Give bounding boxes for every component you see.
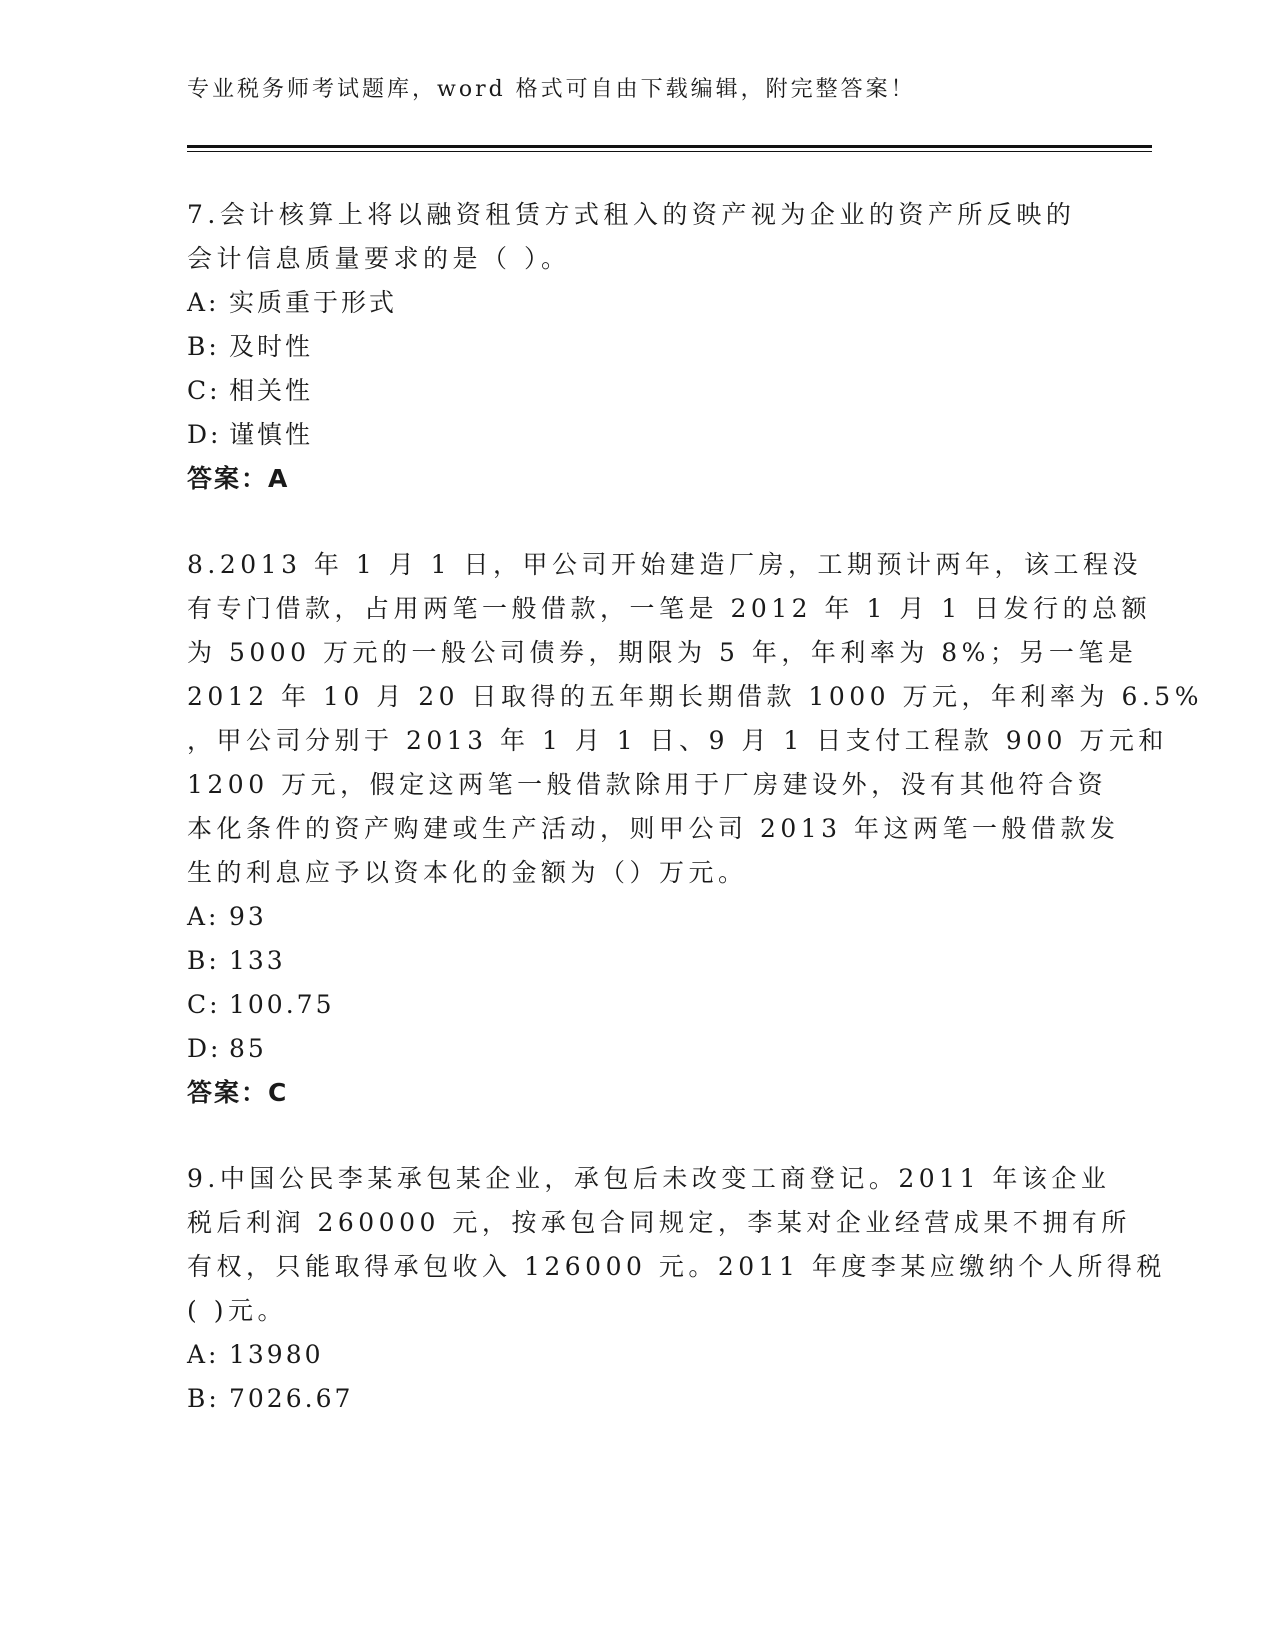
header-rule-thin [187, 151, 1152, 152]
question-8-answer: 答案：C [187, 1078, 289, 1107]
option-text: 谨慎性 [229, 420, 314, 449]
question-7-line-2: 会计信息质量要求的是（ ）。 [187, 244, 571, 273]
question-9-line-1: 9.中国公民李某承包某企业，承包后未改变工商登记。2011 年该企业 [187, 1164, 1111, 1193]
question-9-line-2: 税后利润 260000 元，按承包合同规定，李某对企业经营成果不拥有所 [187, 1208, 1131, 1237]
question-8-line-2: 有专门借款，占用两笔一般借款，一笔是 2012 年 1 月 1 日发行的总额 [187, 594, 1152, 623]
question-8-line-6: 1200 万元，假定这两笔一般借款除用于厂房建设外，没有其他符合资 [187, 770, 1108, 799]
question-9-option-a [187, 1335, 324, 1375]
question-7-option-a [187, 283, 397, 323]
option-letter: C: [187, 376, 221, 405]
option-text: 100.75 [229, 990, 335, 1019]
option-text: 7026.67 [229, 1384, 354, 1413]
question-7-answer: 答案：A [187, 464, 290, 493]
question-9-option-b [187, 1379, 353, 1419]
option-text: 相关性 [229, 376, 314, 405]
question-8-line-7: 本化条件的资产购建或生产活动，则甲公司 2013 年这两笔一般借款发 [187, 814, 1120, 843]
question-7-option-c [187, 371, 313, 411]
option-letter: D: [187, 1034, 222, 1063]
question-7-option-d [187, 415, 313, 455]
question-8-line-1: 8.2013 年 1 月 1 日，甲公司开始建造厂房，工期预计两年，该工程没 [187, 550, 1143, 579]
question-9-line-3: 有权，只能取得承包收入 126000 元。2011 年度李某应缴纳个人所得税 [187, 1252, 1166, 1281]
option-letter: C: [187, 990, 221, 1019]
question-8-line-4: 2012 年 10 月 20 日取得的五年期长期借款 1000 万元，年利率为 6.5% [187, 682, 1203, 711]
question-7-line-1: 7.会计核算上将以融资租赁方式租入的资产视为企业的资产所反映的 [187, 200, 1076, 229]
option-text: 133 [229, 946, 286, 975]
option-text: 实质重于形式 [229, 288, 398, 317]
question-8-line-5: ，甲公司分别于 2013 年 1 月 1 日、9 月 1 日支付工程款 900 万元和 [187, 726, 1168, 755]
option-letter: A: [187, 1340, 220, 1369]
question-7-option-b [187, 327, 313, 367]
question-8-option-d [187, 1029, 267, 1069]
question-8-option-a [187, 897, 267, 937]
question-8-option-b [187, 941, 286, 981]
option-letter: A: [187, 902, 220, 931]
option-letter: B: [187, 946, 220, 975]
question-8-line-3: 为 5000 万元的一般公司债券，期限为 5 年，年利率为 8%；另一笔是 [187, 638, 1138, 667]
option-text: 13980 [229, 1340, 324, 1369]
question-8-line-8: 生的利息应予以资本化的金额为（）万元。 [187, 858, 748, 887]
option-letter: A: [187, 288, 220, 317]
header-text: 专业税务师考试题库，word 格式可自由下载编辑，附完整答案！ [187, 77, 916, 102]
option-text: 85 [229, 1034, 267, 1063]
option-letter: B: [187, 1384, 220, 1413]
option-letter: B: [187, 332, 220, 361]
option-letter: D: [187, 420, 222, 449]
question-9-line-4: ( )元。 [187, 1296, 287, 1325]
header-rule-thick [187, 145, 1152, 148]
question-8-option-c [187, 985, 334, 1025]
option-text: 93 [229, 902, 267, 931]
option-text: 及时性 [229, 332, 314, 361]
